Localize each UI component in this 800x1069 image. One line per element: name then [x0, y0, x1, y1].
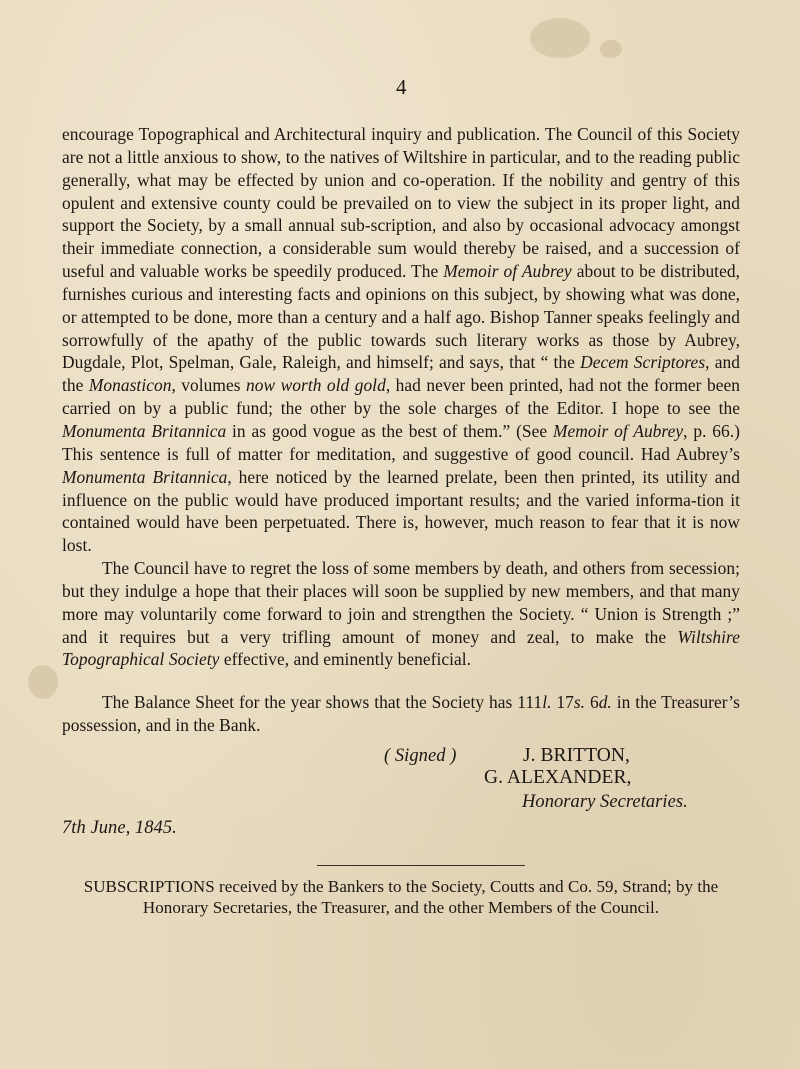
report-date: 7th June, 1845. — [62, 817, 177, 838]
page-number: 4 — [396, 75, 407, 99]
signature-block — [62, 737, 740, 838]
foxing-stain — [28, 665, 58, 699]
signatory-role: Honorary Secretaries. — [522, 791, 688, 812]
balance-sheet-paragraph: The Balance Sheet for the year shows that the Society has 111l. 17s. 6d. in the Treasurer’s possession, and in the Bank. — [62, 692, 740, 736]
subscriptions-note: SUBSCRIPTIONS received by the Bankers to the Society, Coutts and Co. 59, Strand; by the Honorary Secretaries, the Treasurer, and the other Members of the Council. — [83, 876, 719, 917]
signatory-name: J. BRITTON, — [523, 744, 630, 766]
foxing-stain — [600, 40, 622, 58]
paragraph: The Council have to regret the loss of some members by death, and others from secession; but they indulge a hope that their places will soon be supplied by new members, and that many more may voluntarily come forward to join and strengthen the Society. “ Union is Strength ;” and it requires but a very trifling amount of money and zeal, to make the Wiltshire Topographical Society effective, and eminently beneficial. — [62, 558, 740, 670]
divider-rule — [317, 865, 525, 866]
paragraph: encourage Topographical and Architectural inquiry and publication. The Council of this Society are not a little anxious to show, to the natives of Wiltshire in particular, and to the reading public generally, what may be effected by union and co-operation. If the nobility and gentry of this opulent and extensive county could be prevailed on to view the subject in its proper light, and support the Society, by a small annual sub-scription, and also by occasional advocacy amongst their immediate connection, a considerable sum would thereby be raised, and a succession of useful and valuable works be speedily produced. The Memoir of Aubrey about to be distributed, furnishes curious and interesting facts and opinions on this subject, by showing what was done, or attempted to be done, more than a century and a half ago. Bishop Tanner speaks feelingly and sorrowfully of the apathy of the public towards such literary works as those by Aubrey, Dugdale, Plot, Spelman, Gale, Raleigh, and himself; and says, that “ the Decem Scriptores, and the Monasticon, volumes now worth old gold, had never been printed, had not the former been carried on by a public fund; the other by the sole charges of the Editor. I hope to see the Monumenta Britannica in as good vogue as the best of them.” (See Memoir of Aubrey, p. 66.) This sentence is full of matter for meditation, and suggestive of good council. Had Aubrey’s Monumenta Britannica, here noticed by the learned prelate, been then printed, its utility and influence on the public would have produced important results; and the varied informa-tion it contained would have been perpetuated. There is, however, much reason to fear that it is now lost. — [62, 124, 741, 556]
document-body — [62, 123, 740, 918]
signatory-name: G. ALEXANDER, — [484, 766, 632, 788]
foxing-stain — [530, 18, 590, 58]
signed-label: ( Signed ) — [384, 745, 457, 766]
